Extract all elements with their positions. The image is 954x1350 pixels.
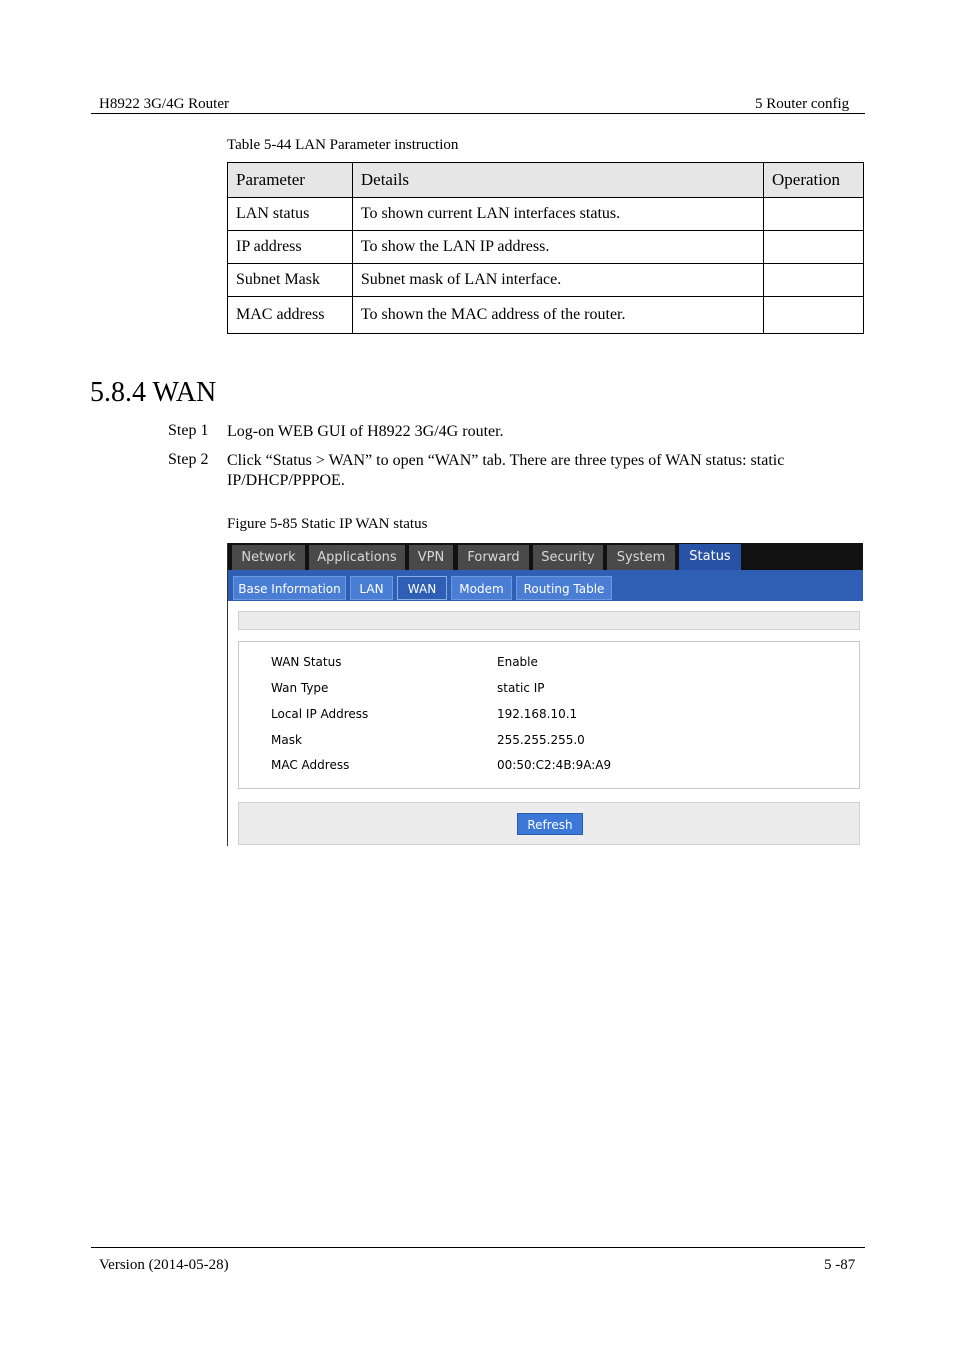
info-value: 192.168.10.1 xyxy=(497,707,578,721)
info-key: Wan Type xyxy=(271,681,329,695)
info-value: 00:50:C2:4B:9A:A9 xyxy=(497,758,612,772)
table-header-row xyxy=(228,163,864,198)
subtab-routing-table[interactable]: Routing Table xyxy=(516,576,612,600)
subtab-lan[interactable]: LAN xyxy=(350,576,393,600)
step-1-text: Log-on WEB GUI of H8922 3G/4G router. xyxy=(227,423,504,440)
info-key: Mask xyxy=(271,733,302,747)
info-row-mac-address xyxy=(239,755,859,775)
column-header-parameter: Parameter xyxy=(228,163,353,198)
table-cell: MAC address xyxy=(228,297,353,334)
info-key: MAC Address xyxy=(271,758,350,772)
info-value: Enable xyxy=(497,655,538,669)
table-cell xyxy=(764,264,864,297)
footer-rule xyxy=(91,1247,865,1248)
running-header-title: H8922 3G/4G Router xyxy=(99,96,229,112)
info-key: Local IP Address xyxy=(271,707,369,721)
step-2-label: Step 2 xyxy=(168,451,209,468)
top-navigation xyxy=(228,543,863,570)
table-cell: To show the LAN IP address. xyxy=(352,231,763,264)
column-header-operation: Operation xyxy=(764,163,864,198)
tab-applications[interactable]: Applications xyxy=(309,545,405,570)
subtab-modem[interactable]: Modem xyxy=(451,576,512,600)
table-cell: To shown the MAC address of the router. xyxy=(352,297,763,334)
subtab-base-information[interactable]: Base Information xyxy=(233,576,346,600)
figure-caption: Figure 5-85 Static IP WAN status xyxy=(227,516,428,532)
table-cell: To shown current LAN interfaces status. xyxy=(352,198,763,231)
refresh-button[interactable]: Refresh xyxy=(517,813,583,835)
table-row xyxy=(228,198,864,231)
tab-network[interactable]: Network xyxy=(232,545,305,570)
table-row xyxy=(228,264,864,297)
lan-parameter-table xyxy=(227,162,864,334)
info-row-local-ip xyxy=(239,704,859,724)
tab-status[interactable]: Status xyxy=(679,544,741,570)
tab-security[interactable]: Security xyxy=(533,545,603,570)
table-row xyxy=(228,231,864,264)
header-rule xyxy=(91,113,865,114)
table-cell: IP address xyxy=(228,231,353,264)
router-web-gui xyxy=(227,543,863,846)
info-value: static IP xyxy=(497,681,545,695)
title-bar xyxy=(238,611,860,630)
section-title: 5.8.4 WAN xyxy=(90,377,217,408)
info-row-wan-status xyxy=(239,652,859,672)
step-2-text: Click “Status > WAN” to open “WAN” tab. There are three types of WAN status: static IP/DHCP/PPPOE. xyxy=(227,452,785,489)
info-row-mask xyxy=(239,730,859,750)
info-key: WAN Status xyxy=(271,655,342,669)
action-bar xyxy=(238,802,860,845)
sub-navigation xyxy=(228,570,863,601)
subtab-wan[interactable]: WAN xyxy=(397,576,447,600)
table-caption: Table 5-44 LAN Parameter instruction xyxy=(227,137,459,153)
column-header-details: Details xyxy=(352,163,763,198)
tab-forward[interactable]: Forward xyxy=(458,545,529,570)
tab-system[interactable]: System xyxy=(607,545,675,570)
table-cell: LAN status xyxy=(228,198,353,231)
table-row xyxy=(228,297,864,334)
wan-status-panel xyxy=(238,641,860,789)
running-header-chapter: 5 Router config xyxy=(755,96,850,112)
page-number: 5 -87 xyxy=(824,1257,856,1273)
table-cell xyxy=(764,231,864,264)
table-cell xyxy=(764,198,864,231)
table-cell: Subnet mask of LAN interface. xyxy=(352,264,763,297)
table-cell xyxy=(764,297,864,334)
footer-version: Version (2014-05-28) xyxy=(99,1257,229,1273)
info-row-wan-type xyxy=(239,678,859,698)
table-cell: Subnet Mask xyxy=(228,264,353,297)
info-value: 255.255.255.0 xyxy=(497,733,585,747)
tab-vpn[interactable]: VPN xyxy=(409,545,453,570)
step-1-label: Step 1 xyxy=(168,422,209,439)
